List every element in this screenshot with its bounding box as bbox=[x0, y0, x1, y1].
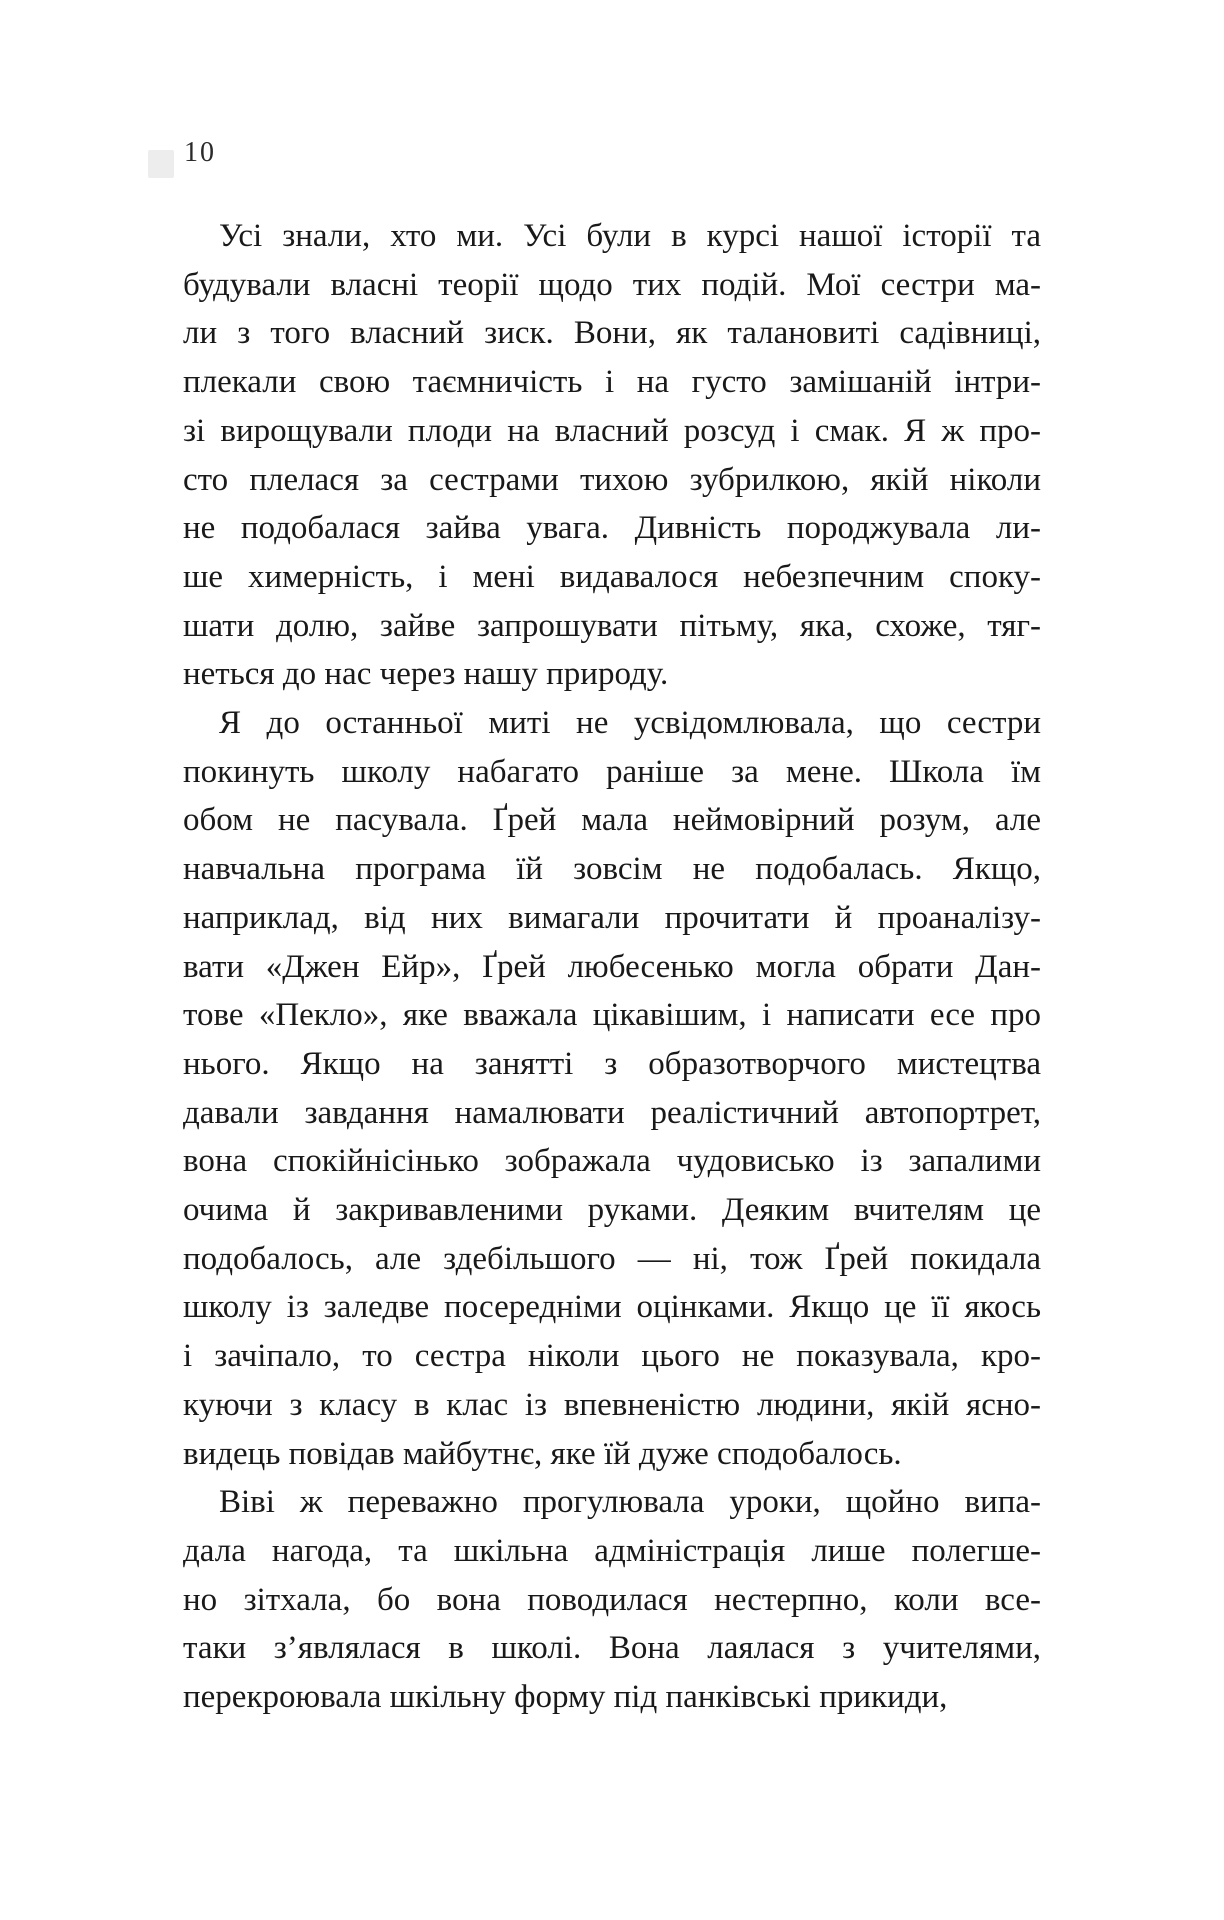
text-line: видець повідав майбутнє, яке їй дуже сподобалось. bbox=[183, 1435, 902, 1472]
text-line: дала нагода, та шкільна адміністрація лише полегше- bbox=[183, 1532, 1041, 1569]
text-line: шати долю, зайве запрошувати пітьму, яка, схоже, тяг- bbox=[183, 607, 1041, 644]
body-text bbox=[183, 212, 1041, 1722]
text-line: зі вирощували плоди на власний розсуд і смак. Я ж про- bbox=[183, 412, 1041, 449]
paragraph bbox=[183, 1478, 1041, 1722]
text-line: нього. Якщо на занятті з образотворчого мистецтва bbox=[183, 1045, 1041, 1082]
text-line: куючи з класу в клас із впевненістю людини, якій ясно- bbox=[183, 1386, 1041, 1423]
text-line: вона спокійнісінько зображала чудовисько із запалими bbox=[183, 1143, 1041, 1180]
text-line: Я до останньої миті не усвідомлювала, що сестри bbox=[219, 705, 1041, 742]
text-line: навчальна програма їй зовсім не подобалась. Якщо, bbox=[183, 851, 1041, 888]
text-line: давали завдання намалювати реалістичний автопортрет, bbox=[183, 1094, 1041, 1131]
text-line: сто плелася за сестрами тихою зубрилкою, якій ніколи bbox=[183, 461, 1041, 498]
text-line: наприклад, від них вимагали прочитати й проаналізу- bbox=[183, 899, 1041, 936]
text-line: не подобалася зайва увага. Дивність породжувала ли- bbox=[183, 510, 1041, 547]
text-line: тове «Пекло», яке вважала цікавішим, і написати есе про bbox=[183, 997, 1041, 1034]
text-line: ли з того власний зиск. Вони, як талановиті садівниці, bbox=[183, 315, 1041, 352]
text-line: Усі знали, хто ми. Усі були в курсі нашої історії та bbox=[219, 218, 1041, 254]
paragraph bbox=[183, 699, 1041, 1478]
scan-artifact bbox=[148, 150, 174, 178]
text-line: вати «Джен Ейр», Ґрей любесенько могла обрати Дан- bbox=[183, 948, 1041, 985]
text-line: будували власні теорії щодо тих подій. Мої сестри ма- bbox=[183, 266, 1041, 303]
text-line: перекроювала шкільну форму під панківські прикиди, bbox=[183, 1679, 948, 1716]
text-line: покинуть школу набагато раніше за мене. Школа їм bbox=[183, 753, 1041, 790]
page-number: 10 bbox=[184, 137, 216, 168]
text-line: школу із заледве посередніми оцінками. Якщо це її якось bbox=[183, 1289, 1041, 1326]
text-line: обом не пасувала. Ґрей мала неймовірний розум, але bbox=[183, 802, 1041, 839]
text-line: подобалось, але здебільшого — ні, тож Ґрей покидала bbox=[183, 1240, 1041, 1277]
text-line: но зітхала, бо вона поводилася нестерпно, коли все- bbox=[183, 1581, 1041, 1618]
paragraph bbox=[183, 212, 1041, 699]
text-line: очима й закривавленими руками. Деяким вчителям це bbox=[183, 1192, 1041, 1229]
text-line: і зачіпало, то сестра ніколи цього не показувала, кро- bbox=[183, 1338, 1041, 1375]
text-line: Віві ж переважно прогулювала уроки, щойно випа- bbox=[219, 1484, 1041, 1521]
text-line: таки з’являлася в школі. Вона лаялася з учителями, bbox=[183, 1630, 1041, 1667]
text-line: плекали свою таємничість і на густо замішаній інтри- bbox=[183, 364, 1041, 401]
text-line: неться до нас через нашу природу. bbox=[183, 656, 669, 693]
text-line: ше химерність, і мені видавалося небезпечним споку- bbox=[183, 558, 1041, 595]
